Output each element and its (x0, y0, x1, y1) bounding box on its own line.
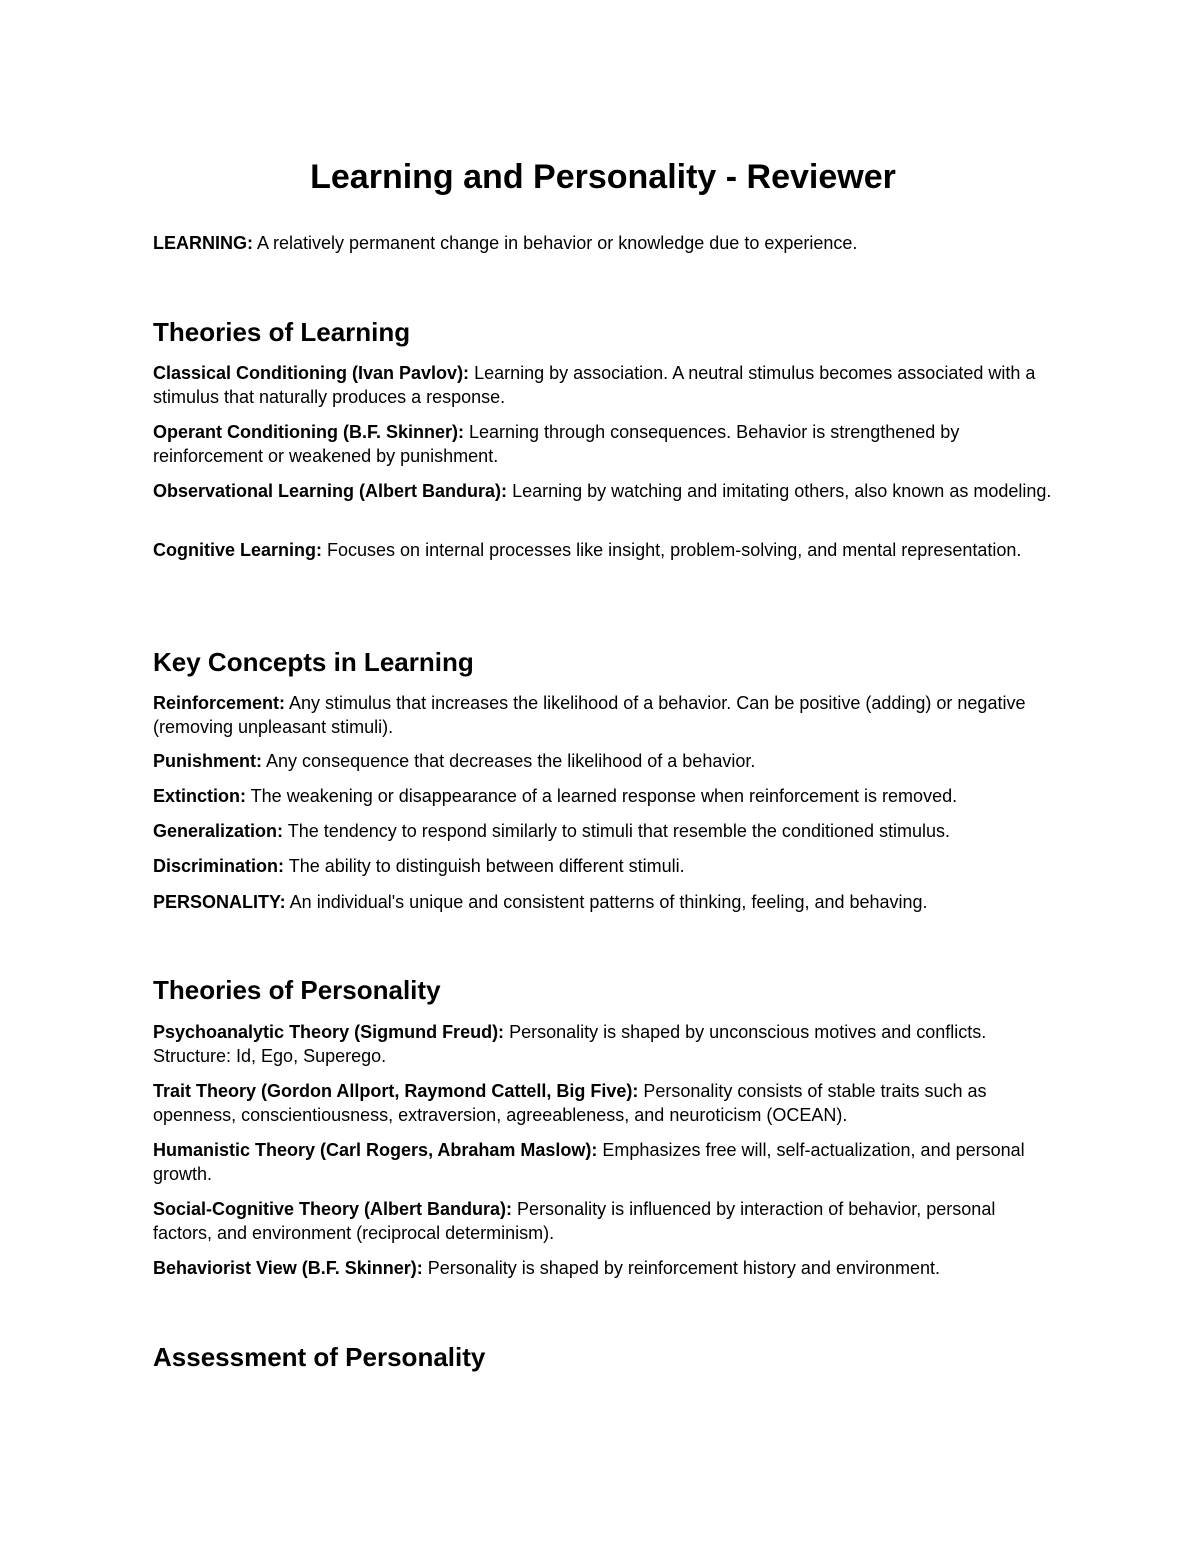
entry-text: Personality consists of stable traits such as openness, conscientiousness, extraversion, agreeableness, and neuroticism (OCEAN). (153, 1081, 987, 1125)
entry-term: Punishment: (153, 751, 263, 771)
entry-cognitive-learning (153, 539, 1053, 563)
definition-personality (153, 891, 1053, 915)
section-heading-theories-of-personality: Theories of Personality (153, 975, 441, 1005)
entry-term: Humanistic Theory (Carl Rogers, Abraham Maslow): (153, 1140, 598, 1160)
entry-term: Discrimination: (153, 856, 285, 876)
entry-text: Learning by association. A neutral stimulus becomes associated with a stimulus that naturally produces a response. (153, 363, 1036, 407)
entry-classical-conditioning (153, 362, 1053, 409)
entry-psychoanalytic-theory (153, 1021, 1053, 1068)
entry-punishment (153, 750, 1053, 774)
entry-term: Behaviorist View (B.F. Skinner): (153, 1258, 423, 1278)
entry-text: The tendency to respond similarly to stimuli that resemble the conditioned stimulus. (283, 821, 951, 841)
definition-term: LEARNING: (153, 233, 253, 253)
entry-text: The weakening or disappearance of a learned response when reinforcement is removed. (246, 786, 958, 806)
section-heading-key-concepts: Key Concepts in Learning (153, 647, 474, 677)
entry-term: Extinction: (153, 786, 246, 806)
entry-term: PERSONALITY: (153, 892, 286, 912)
entry-text: Learning by watching and imitating others, also known as modeling. (507, 481, 1052, 501)
entry-term: Trait Theory (Gordon Allport, Raymond Cattell, Big Five): (153, 1081, 639, 1101)
entry-term: Classical Conditioning (Ivan Pavlov): (153, 363, 470, 383)
definition-learning (153, 232, 1053, 256)
entry-term: Social-Cognitive Theory (Albert Bandura): (153, 1199, 513, 1219)
section-heading-theories-of-learning: Theories of Learning (153, 317, 411, 347)
entry-text: Personality is shaped by reinforcement history and environment. (422, 1258, 941, 1278)
entry-extinction (153, 785, 1053, 809)
definition-text: A relatively permanent change in behavior or knowledge due to experience. (253, 233, 858, 253)
entry-operant-conditioning (153, 421, 1053, 468)
entry-term: Cognitive Learning: (153, 540, 323, 560)
entry-reinforcement (153, 692, 1053, 739)
entry-discrimination (153, 855, 1053, 879)
entry-term: Generalization: (153, 821, 284, 841)
entry-text: Any stimulus that increases the likelihood of a behavior. Can be positive (adding) or negative (removing unpleasant stimuli). (153, 693, 1026, 737)
entry-trait-theory (153, 1080, 1053, 1127)
document-title: Learning and Personality - Reviewer (310, 158, 896, 196)
entry-text: Learning through consequences. Behavior is strengthened by reinforcement or weakened by punishment. (153, 422, 960, 466)
section-heading-assessment-of-personality: Assessment of Personality (153, 1342, 486, 1372)
entry-text: An individual's unique and consistent patterns of thinking, feeling, and behaving. (285, 892, 928, 912)
entry-text: Personality is shaped by unconscious motives and conflicts. Structure: Id, Ego, Superego. (153, 1022, 987, 1066)
entry-humanistic-theory (153, 1139, 1053, 1186)
entry-text: Focuses on internal processes like insight, problem-solving, and mental representation. (322, 540, 1022, 560)
entry-term: Reinforcement: (153, 693, 286, 713)
entry-text: Emphasizes free will, self-actualization, and personal growth. (153, 1140, 1025, 1184)
entry-text: The ability to distinguish between different stimuli. (284, 856, 685, 876)
entry-generalization (153, 820, 1053, 844)
entry-behaviorist-view (153, 1257, 1053, 1281)
entry-text: Any consequence that decreases the likelihood of a behavior. (262, 751, 756, 771)
entry-social-cognitive-theory (153, 1198, 1053, 1245)
entry-observational-learning (153, 480, 1053, 504)
entry-text: Personality is influenced by interaction of behavior, personal factors, and environment (reciprocal determinism). (153, 1199, 996, 1243)
entry-term: Psychoanalytic Theory (Sigmund Freud): (153, 1022, 505, 1042)
entry-term: Operant Conditioning (B.F. Skinner): (153, 422, 464, 442)
entry-term: Observational Learning (Albert Bandura): (153, 481, 508, 501)
